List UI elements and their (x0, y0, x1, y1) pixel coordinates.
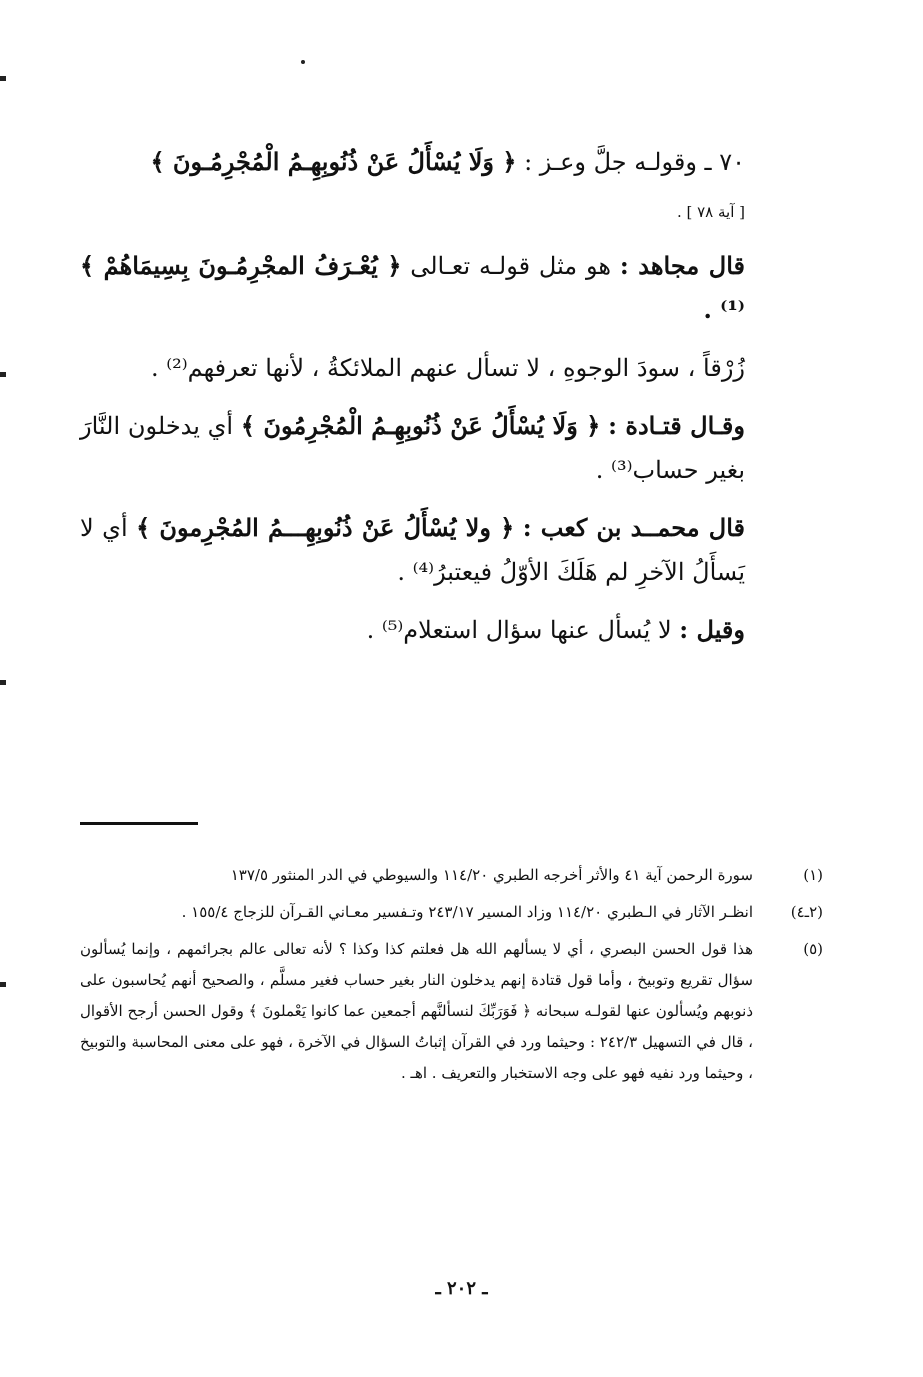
qila-speaker: وقيل : (679, 615, 745, 644)
footnote-text: هذا قول الحسن البصري ، أي لا يسألهم الله هل فعلتم كذا وكذا ؟ لأنه تعالى عالم بجرائمهم ، وإنما يُسألون سؤال تقريع وتوبيخ ، وأما قول قتادة إنهم يدخلون النار بغير حساب فغير مسلَّم ، والصحيح أنهم يُحاسبون على ذنوبهم ويُسألون عنها لقولـه سبحانه ﴿ فَوَرَبِّكَ لنسألنَّهم أجمعين عما كانوا يَعْملونَ ﴾ وقول الحسن أرجح الأقوال ، قال في التسهيل ٢٤٢/٣ : وحيثما ورد في القرآن إثباتُ السؤال في الآخرة ، فهو على معنى المحاسبة والتوبيخ ، وحيثما ورد نفيه فهو على وجه الاستخبار والتعريف . اهـ . (80, 940, 754, 1082)
print-speck (301, 60, 305, 64)
qila-text: لا يُسأل عنها سؤال استعلام⁽⁵⁾ . (366, 616, 672, 644)
footnotes (80, 860, 823, 1095)
footnote-separator (80, 822, 198, 825)
footnote-text: انظـر الآثار في الـطبري ١١٤/٢٠ وزاد المسير ٢٤٣/١٧ وتـفسير معـاني القـرآن للزجاج ١٥٥/٤ . (181, 903, 753, 921)
entry-70-lead: ٧٠ ـ وقولـه جلَّ وعـز : (524, 148, 745, 176)
qatada-text: أي يدخلون النَّارَ بغير حساب⁽³⁾ . (80, 412, 745, 484)
margin-mark (0, 680, 6, 685)
footnote-number: (٥) (803, 940, 823, 958)
margin-mark (0, 372, 6, 377)
margin-mark (0, 982, 6, 987)
main-text (80, 140, 745, 666)
page-number: ـ ٢٠٢ ـ (435, 1278, 488, 1299)
zurqan-paragraph: زُرْقاً ، سودَ الوجوهِ ، لا تسأل عنهم الملائكةُ ، لأنها تعرفهم⁽²⁾ . (150, 354, 745, 382)
entry-70 (80, 140, 745, 184)
qatada-paragraph (80, 404, 745, 492)
mujahid-quote: ﴿ يُعْـرَفُ المجْرِمُـونَ بِسِيمَاهُمْ ﴾⁽¹⁾ . (80, 251, 745, 324)
margin-mark (0, 76, 6, 81)
footnote-item (80, 860, 823, 891)
qatada-quote: ﴿ وَلَا يُسْأَلُ عَنْ ذُنُوبِهِـمُ الْمُجْرِمُونَ ﴾ (240, 411, 601, 440)
footnote-text: سورة الرحمن آية ٤١ والأثر أخرجه الطبري ١١٤/٢٠ والسيوطي في الدر المنثور ١٣٧/٥ (230, 866, 753, 884)
mujahid-paragraph (80, 244, 745, 332)
footnote-number: (٢ـ٤) (790, 903, 823, 921)
footnote-item (80, 897, 823, 928)
mujahid-text: هو مثل قولـه تعـالى (410, 252, 612, 280)
footnote-item (80, 934, 823, 1089)
kaab-quote: ﴿ ولا يُسْأَلُ عَنْ ذُنُوبِهِـــمُ المُجْرِمونَ ﴾ (136, 513, 515, 542)
kaab-speaker: قال محمــد بن كعب : (522, 513, 745, 542)
mujahid-speaker: قال مجاهد : (619, 251, 745, 280)
footnote-number: (١) (803, 866, 823, 884)
kaab-text: أي لا يَسأَلُ الآخرِ لم هَلَكَ الأوّلُ فيعتبرُ⁽⁴⁾ . (80, 514, 745, 586)
kaab-paragraph (80, 506, 745, 594)
qila-paragraph (80, 608, 745, 652)
ayah-reference: [ آية ٧٨ ] . (676, 203, 745, 221)
entry-70-quote: ﴿ وَلَا يُسْأَلُ عَنْ ذُنُوبِهِـمُ الْمُجْرِمُـونَ ﴾ (150, 147, 517, 176)
qatada-speaker: وقـال قتـادة : (608, 411, 745, 440)
